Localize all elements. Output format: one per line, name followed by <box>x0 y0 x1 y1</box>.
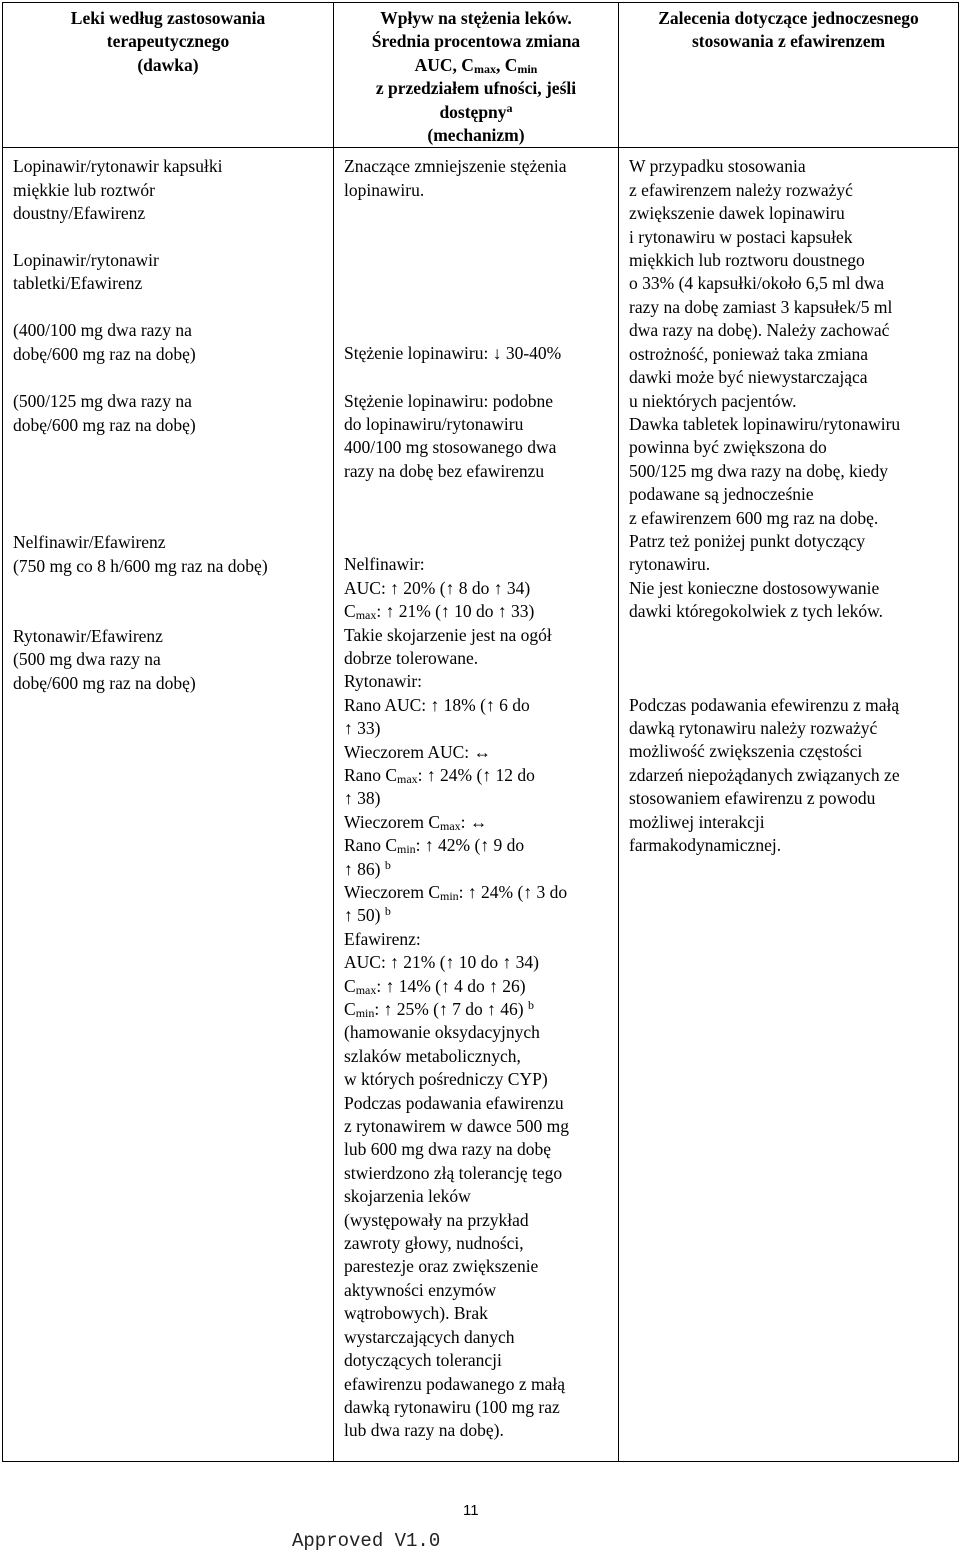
table-body-row <box>3 148 959 1462</box>
header-drugs: Leki według zastosowania terapeutycznego (dawka) <box>3 3 334 148</box>
lopinavir-capsules: Lopinawir/rytonawir kapsułki miękkie lub roztwór doustny/Efawirenz <box>13 156 223 224</box>
lpv-similar: Stężenie lopinawiru: podobne do lopinawiru/rytonawiru 400/100 mg stosowanego dwa razy na dobę bez efawirenzu <box>344 390 557 481</box>
rec-nelfinavir: Nie jest konieczne dostosowywanie dawki któregokolwiek z tych leków. <box>629 577 884 622</box>
recommendations-cell <box>619 148 959 1462</box>
interaction-table <box>2 2 959 1462</box>
rec-lopinavir: W przypadku stosowania z efawirenzem należy rozważyć zwiększenie dawek lopinawiru i rytonawiru w postaci kapsułek miękkich lub roztworu doustnego o 33% (4 kapsułki/około 6,5 ml dwa razy na dobę zamiast 3 kapsułek/5 ml dwa razy na dobę). Należy zachować ostrożność, ponieważ taka zmiana dawki może być niewystarczająca u niektórych pacjentów. Dawka tabletek lopinawiru/rytonawiru powinna być zwiększona do 500/125 mg dwa razy na dobę, kiedy podawane są jednocześnie z efawirenzem 600 mg raz na dobę. Patrz też poniżej punkt dotyczący rytonawiru. <box>629 156 901 575</box>
dose-400: (400/100 mg dwa razy na dobę/600 mg raz na dobę) <box>13 320 196 364</box>
rtv-block: Rytonawir: Rano AUC: ↑ 18% (↑ 6 do ↑ 33) Wieczorem AUC: ↔ Rano $C_{max}$: ↑ 24% (↑ 12 do ↑ 38) Wieczorem $C_{max}$: ↔ Rano $C_{min}$: ↑ 42% (↑ 9 do ↑ 86) $^b$ Wieczorem $C_{min}$: ↑ 24% (↑ 3 do ↑ 50) $^b$ <box>344 671 568 926</box>
nfv-block: Nelfinawir: AUC: ↑ 20% (↑ 8 do ↑ 34) $C_{max}$: ↑ 21% (↑ 10 do ↑ 33) Takie skojarzenie jest na ogół dobrze tolerowane. <box>344 554 552 668</box>
efv-block: Efawirenz: AUC: ↑ 21% (↑ 10 do ↑ 34) $C_{max}$: ↑ 14% (↑ 4 do ↑ 26) $C_{min}$: ↑ 25% (↑ 7 do ↑ 46) $^b$ (hamowanie oksydacyjnych szlaków metabolicznych, w których pośredniczy CYP) Podczas podawania efawirenzu z rytonawirem w dawce 500 mg lub 600 mg dwa razy na dobę stwierdzono złą tolerancję tego skojarzenia leków (występowały na przykład zawroty głowy, nudności, parestezje oraz zwiększenie aktywności enzymów wątrobowych). Brak wystarczających danych dotyczących tolerancji efawirenzu podawanego z małą dawką rytonawiru (100 mg raz lub dwa razy na dobę). <box>344 928 569 1441</box>
drugs-cell <box>3 148 334 1462</box>
nelfinavir-efavirenz: Nelfinawir/Efawirenz (750 mg co 8 h/600 mg raz na dobę) <box>13 532 268 576</box>
header-effect: Wpływ na stężenia leków. Średnia procentowa zmiana AUC, $C_{max}$, $C_{min}$ z przedziałem ufności, jeśli dostępny$^a$ (mechanizm) <box>334 3 619 148</box>
dose-500: (500/125 mg dwa razy na dobę/600 mg raz na dobę) <box>13 391 196 435</box>
ritonavir-efavirenz: Rytonawir/Efawirenz (500 mg dwa razy na dobę/600 mg raz na dobę) <box>13 625 196 693</box>
lpv-intro: Znaczące zmniejszenie stężenia lopinawiru. <box>344 156 567 200</box>
lopinavir-tablets: Lopinawir/rytonawir tabletki/Efawirenz <box>13 249 159 294</box>
table-header-row <box>3 3 959 148</box>
page-number: 11 <box>463 1502 479 1519</box>
approved-watermark: Approved V1.0 <box>292 1530 441 1552</box>
down-arrow-icon: ↓ <box>492 343 502 364</box>
header-recommendations: Zalecenia dotyczące jednoczesnego stosowania z efawirenzem <box>619 3 959 148</box>
effect-cell <box>334 148 619 1462</box>
rec-ritonavir: Podczas podawania efewirenzu z małą dawką rytonawiru należy rozważyć możliwość zwiększenia częstości zdarzeń niepożądanych związanych ze stosowaniem efawirenzu z powodu możliwej interakcji farmakodynamicznej. <box>629 694 900 855</box>
lpv-decrease: Stężenie lopinawiru: ↓ 30-40% <box>344 343 562 364</box>
